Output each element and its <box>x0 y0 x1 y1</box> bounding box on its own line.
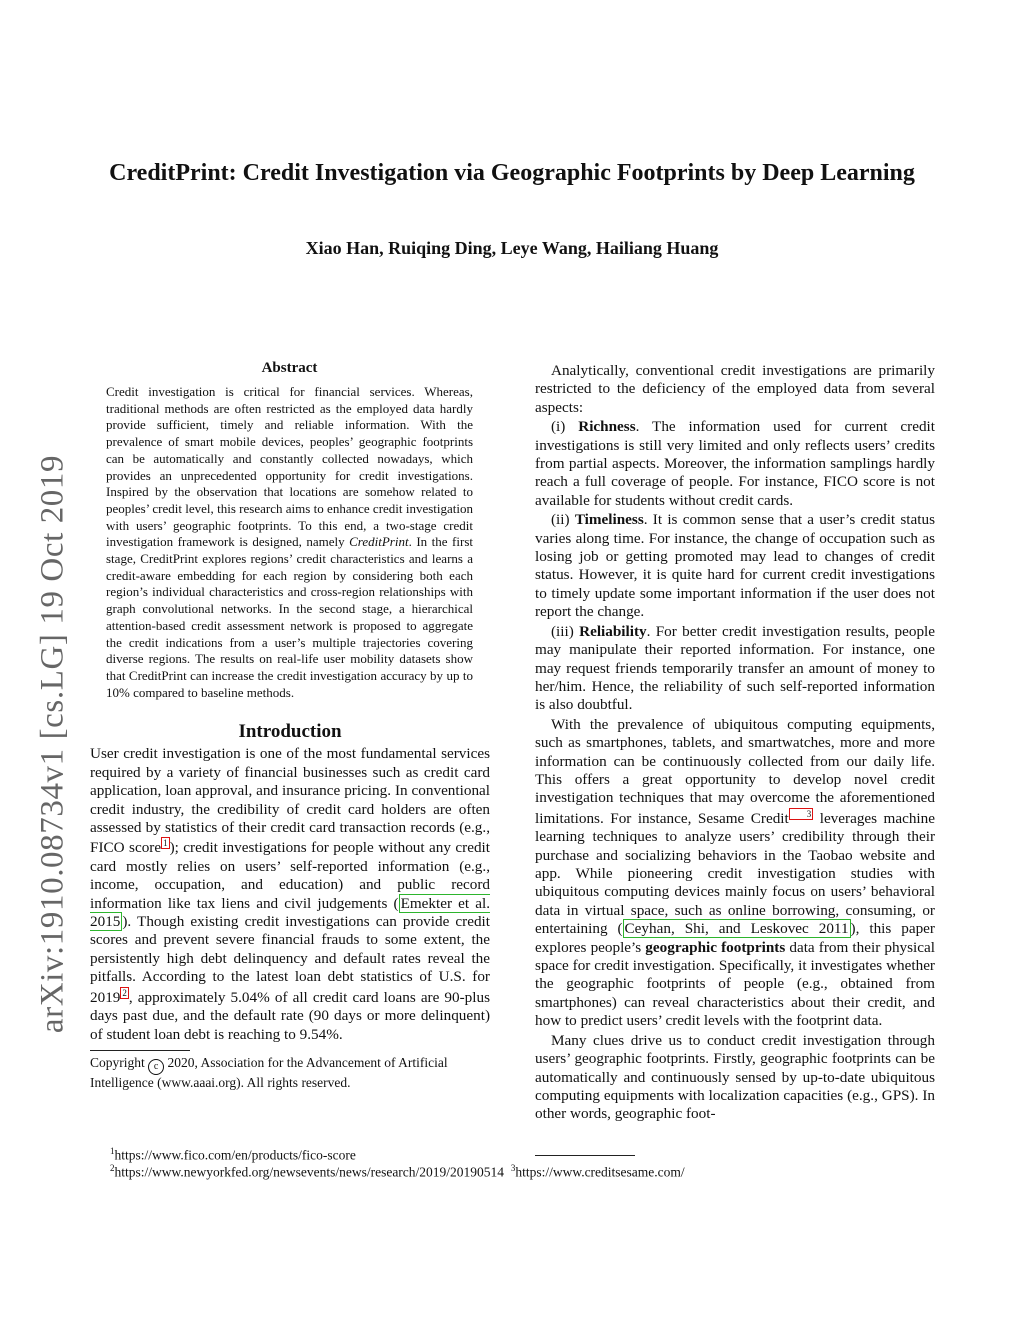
framework-name: CreditPrint <box>349 534 409 550</box>
copyright-notice: Copyright c 2020, Association for the Advancement of Artificial Intelligence (www.aaai.org). All rights reserved. <box>90 1054 448 1090</box>
intro-right-paragraph-2: With the prevalence of ubiquitous computing equipments, such as smartphones, tablets, and smartwatches, more and more information can be continuously collected from our daily life. This offers a great opportunity to develop novel credit investigation techniques that may overcome the aforementioned limitations. For instance, Sesame Credit 3 leverages machine learning techniques to analyze users’ credibility through their purchase and socializing behaviors in the Taobao website and app. While pioneering credit investigation studies with ubiquitous computing devices mainly focus on users’ behavioral data in virtual space, such as online borrowing, consuming, or entertaining ( Ceyhan, Shi, and Leskovec 2011 ), this paper explores people’s geographic footprints data from their physical space for credit investigation. Specifically, it investigates whether the geographic footprints of people (e.g., obtained from smartphones) can reveal characteristics about their credit, and how to predict users’ credit levels with the footprint data. <box>535 715 935 1030</box>
aspect-timeliness: (ii) Timeliness. It is common sense that a user’s credit status varies along time. For instance, the change of occupation such as losing job or getting promoted may lead to changes of credit status. However, it is quite hard for current credit investigations to timely update some important information if the user does not report the change. <box>535 511 935 621</box>
paper-title: CreditPrint: Credit Investigation via Geographic Footprints by Deep Learning <box>109 160 915 186</box>
footnote-1-url[interactable]: https://www.fico.com/en/products/fico-score <box>114 1147 356 1163</box>
introduction-heading: Introduction <box>238 721 342 743</box>
paper-authors: Xiao Han, Ruiqing Ding, Leye Wang, Hailiang Huang <box>305 238 719 258</box>
abstract-text: Credit investigation is critical for financial services. Whereas, traditional methods are often restricted as the employed data hardly provide sufficient, timely and reliable information. With the prevalence of smart mobile devices, peoples’ geographic footprints can be automatically and constantly collected nowadays, which provides an unprecedented opportunity for credit investigations. Inspired by the observation that locations are somehow related to peoples’ credit level, this research aims to enhance credit investigation with users’ geographic footprints. To this end, a two-stage credit investigation framework is designed, namely CreditPrint. In the first stage, CreditPrint explores regions’ credit characteristics and learns a credit-aware embedding for each region by considering both each region’s individual characteristics and cross-region relationships with graph convolutional networks. In the second stage, a hierarchical attention-based credit assessment network is proposed to aggregate the credit indications from a user’s multiple trajectories covering diverse regions. The results on real-life user mobility datasets show that CreditPrint can increase the credit investigation accuracy by up to 10% compared to baseline methods. <box>106 384 473 700</box>
arxiv-identifier: arXiv:1910.08734v1 [cs.LG] 19 Oct 2019 <box>34 454 71 1034</box>
aspect-reliability: (iii) Reliability. For better credit investigation results, people may manipulate their reported information. For instance, one may request friends temporarily transfer an amount of money to her/him. Hence, the reliability of such self-reported information is also doubtful. <box>535 622 935 714</box>
right-column <box>535 362 935 1124</box>
footnote-ref-2[interactable]: 2 <box>122 987 127 998</box>
intro-right-paragraph-1: Analytically, conventional credit investigations are primarily restricted to the deficiency of the employed data from several aspects: <box>535 362 935 416</box>
copyright-symbol: c <box>148 1059 164 1075</box>
left-column <box>90 360 490 1091</box>
copyright-divider <box>90 1050 190 1051</box>
footnotes-2-3: $^2$https://www.newyorkfed.org/newsevents/news/research/2019/20190514 $^3$https://www.creditsesame.com/ <box>110 1163 685 1180</box>
abstract <box>106 360 473 701</box>
footnote-ref-3[interactable]: 3 <box>789 808 814 820</box>
abstract-heading: Abstract <box>261 360 318 376</box>
footnote-ref-1[interactable]: 1 <box>163 838 168 849</box>
footnote-1: $^1$https://www.fico.com/en/products/fico-score <box>110 1146 356 1163</box>
citation-ceyhan-2011[interactable]: Ceyhan, Shi, and Leskovec 2011 <box>624 920 849 938</box>
citation-emekter-2015[interactable]: Emekter et al. 2015 <box>90 894 490 931</box>
footnote-2-url[interactable]: https://www.newyorkfed.org/newsevents/news/research/2019/20190514 <box>114 1164 505 1180</box>
intro-paragraph-1: User credit investigation is one of the most fundamental services required by a variety of financial businesses such as credit card application, loan approval, and insurance pricing. In conventional credit industry, the credibility of credit card holders are often assessed by statistics of their credit card transaction records (e.g., FICO score 1 ); credit investigations for people without any credit card mostly relies on users’ self-reported information (e.g., income, occupation, and education) and public record information like tax liens and civil judgements ( Emekter et al. 2015 ). Though existing credit investigations can provide credit scores and prevent severe financial frauds to some extent, the persistently high debt delinquency and default rates reveal the pitfalls. According to the latest loan debt statistics of U.S. for 2019 2 , approximately 5.04% of all credit card loans are 90-plus days past due, and the default rate (90 days or more delinquent) of student loan debt is reaching to 9.54%. <box>90 745 490 1043</box>
aspect-richness: (i) Richness. The information used for current credit investigations is still very limited and only reflects users’ credits from partial aspects. Moreover, the information samplings hardly reach a full coverage of people. For instance, FICO score is not available for students without credit cards. <box>535 418 935 509</box>
footnote-divider <box>535 1155 635 1156</box>
footnote-3-url[interactable]: https://www.creditsesame.com/ <box>515 1164 685 1180</box>
intro-right-paragraph-3: Many clues drive us to conduct credit investigation through users’ geographic footprints. Firstly, geographic footprints can be automatically and continuously sensed by up-to-date ubiquitous computing equipments with localization capacities (e.g., GPS). In other words, geographic foot- <box>535 1031 935 1123</box>
